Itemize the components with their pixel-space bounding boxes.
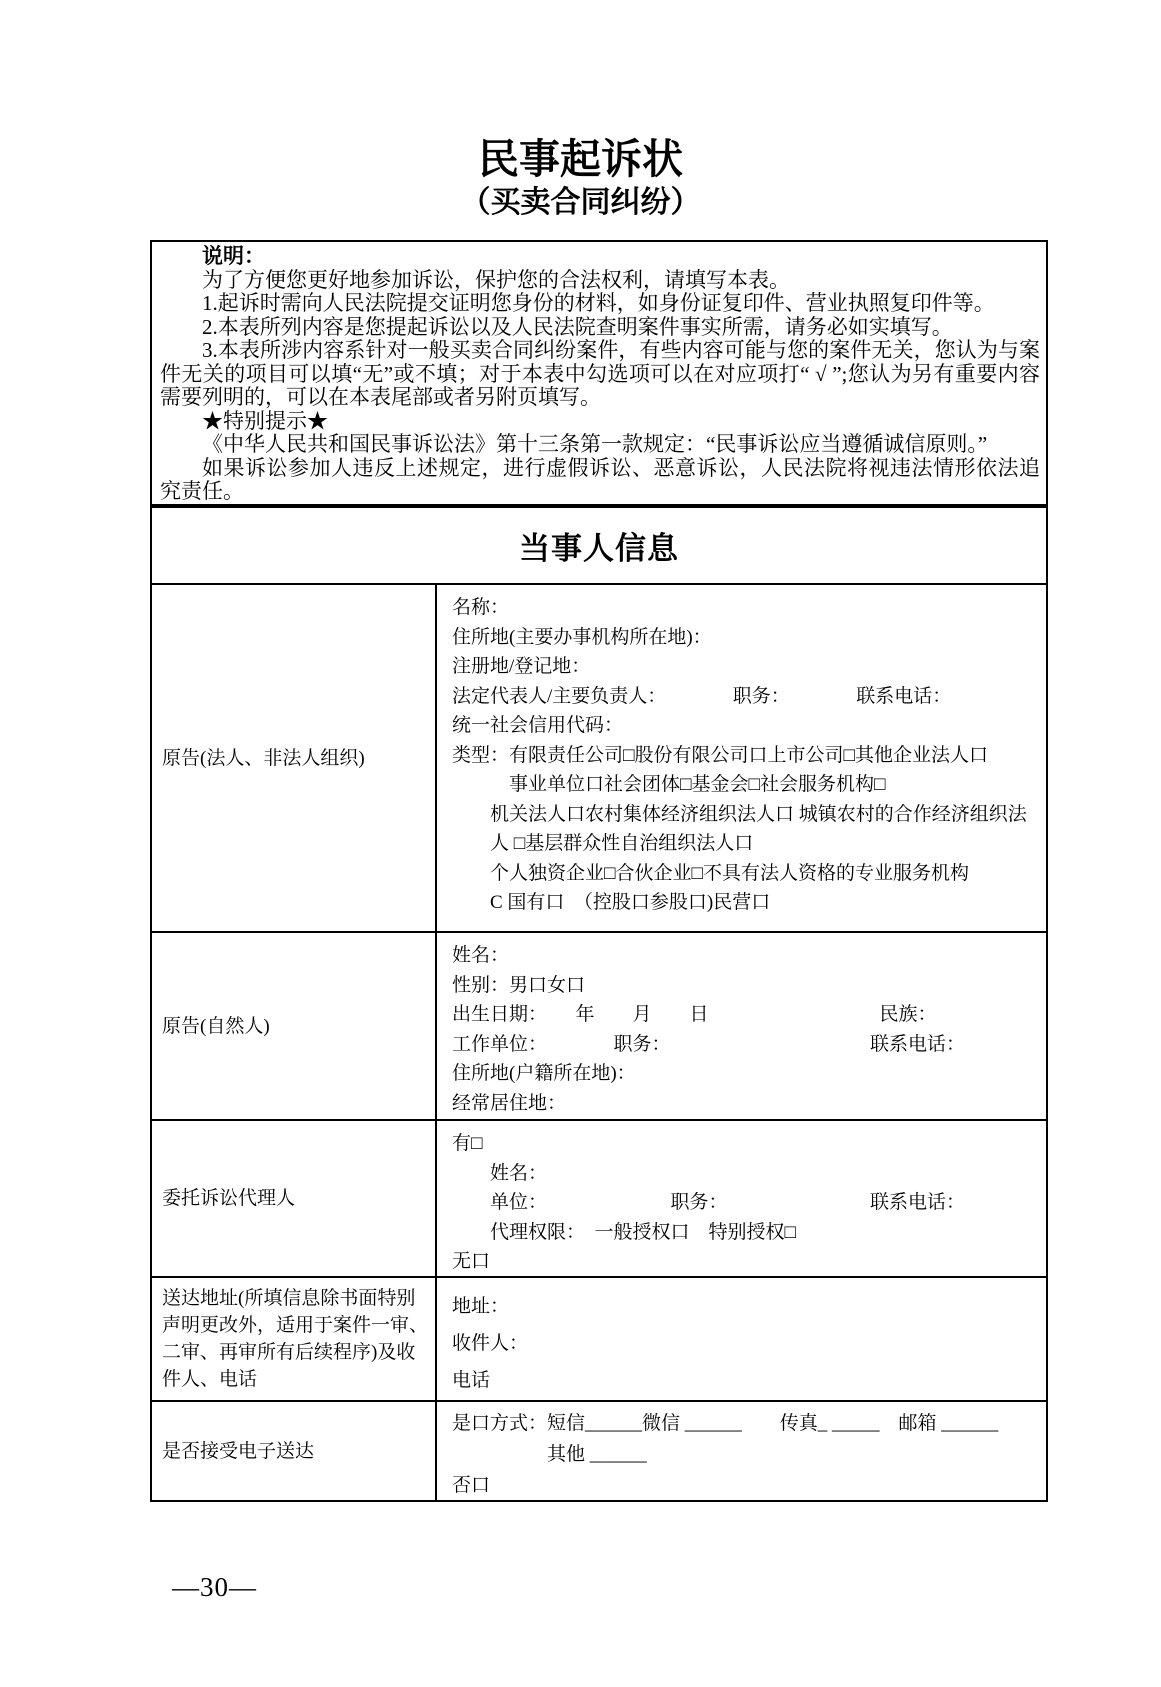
form-line: 法定代表人/主要负责人： 职务： 联系电话：	[452, 685, 952, 707]
page-number: —30—	[172, 1572, 257, 1602]
form-line: 经常居住地：	[452, 1092, 567, 1114]
page-title: 民事起诉状	[478, 136, 683, 182]
row-label-litigation-agent: 委托诉讼代理人	[152, 1121, 437, 1276]
form-line: 住所地(主要办事机构所在地)：	[452, 626, 712, 648]
table-row-plaintiff-organization	[152, 585, 1046, 933]
form-line: 统一社会信用代码：	[452, 715, 624, 736]
form-line: 单位： 职务： 联系电话：	[452, 1192, 966, 1213]
form-line: 是口方式：短信______微信 ______ 传真_ _____ 邮箱 ______	[452, 1413, 999, 1434]
form-line: 机关法人口农村集体经济组织法人口 城镇农村的合作经济组织法	[452, 803, 1027, 825]
form-line: 工作单位： 职务： 联系电话：	[452, 1033, 966, 1055]
row-content-plaintiff-person	[437, 933, 1046, 1119]
table-header-party-info: 当事人信息	[152, 508, 1046, 585]
form-line: 注册地/登记地：	[452, 656, 591, 677]
form-line: 类型：有限责任公司□股份有限公司口上市公司□其他企业法人口	[452, 744, 988, 766]
instruction-paragraph: 2.本表所列内容是您提起诉讼以及人民法院查明案件事实所需，请务必如实填写。	[202, 314, 953, 339]
instruction-paragraph: 《中华人民共和国民事诉讼法》第十三条第一款规定：“民事诉讼应当遵循诚信原则。”	[202, 432, 988, 456]
table-row-service-address	[152, 1278, 1046, 1402]
row-content-electronic-service	[437, 1402, 1046, 1500]
form-line: 住所地(户籍所在地)：	[452, 1063, 636, 1084]
instruction-paragraph: 3.本表所涉内容系针对一般买卖合同纠纷案件，有些内容可能与您的案件无关，您认为与案件无关的项目可以填“无”或不填；对于本表中勾选项可以在对应项打“ √ ”;您认为另有重要内容需要列明的，可以在本表尾部或者另附页填写。	[160, 338, 1040, 409]
form-line: 地址：	[452, 1296, 510, 1317]
form-line: 人 □基层群众性自治组织法人口	[452, 833, 754, 854]
form-line: 姓名：	[452, 1162, 548, 1184]
form-line: 否口	[452, 1475, 491, 1496]
party-info-table	[150, 506, 1048, 1502]
row-label-plaintiff-person: 原告(自然人)	[152, 933, 437, 1119]
instruction-paragraph: 1.起诉时需向人民法院提交证明您身份的材料，如身份证复印件、营业执照复印件等。	[202, 291, 995, 315]
form-line: 姓名：	[452, 945, 510, 966]
row-label-service-address: 送达地址(所填信息除书面特别声明更改外，适用于案件一审、二审、再审所有后续程序)及收件人、电话	[152, 1278, 437, 1400]
form-line: 个人独资企业□合伙企业□不具有法人资格的专业服务机构	[452, 862, 969, 884]
table-row-electronic-service	[152, 1402, 1046, 1500]
page-subtitle: （买卖合同纠纷）	[460, 186, 701, 219]
form-line: 无口	[452, 1251, 491, 1272]
row-content-service-address	[437, 1278, 1046, 1400]
form-line: 电话	[452, 1370, 491, 1391]
instruction-paragraph: 如果诉讼参加人违反上述规定，进行虚假诉讼、恶意诉讼，人民法院将视违法情形依法追究责任。	[160, 455, 1040, 503]
form-line: 代理权限： 一般授权口 特别授权□	[452, 1221, 796, 1243]
row-content-litigation-agent	[437, 1121, 1046, 1276]
table-row-plaintiff-person	[152, 933, 1046, 1121]
row-label-electronic-service: 是否接受电子送达	[152, 1402, 437, 1500]
form-line: C 国有口 （控股口参股口)民营口	[452, 892, 771, 913]
row-label-plaintiff-organization: 原告(法人、非法人组织)	[152, 585, 437, 931]
form-line: 出生日期： 年 月 日 民族：	[452, 1004, 937, 1025]
instruction-special-note: ★特别提示★	[202, 408, 328, 433]
form-line: 有□	[452, 1133, 483, 1154]
instructions-heading: 说明：	[202, 244, 265, 268]
form-line: 性别：男口女口	[452, 974, 586, 996]
instructions-box	[150, 240, 1048, 506]
form-line: 其他 ______	[452, 1444, 647, 1465]
form-line: 事业单位口社会团体□基金会□社会服务机构□	[452, 774, 886, 795]
form-line: 收件人：	[452, 1333, 529, 1354]
instruction-paragraph: 为了方便您更好地参加诉讼，保护您的合法权利，请填写本表。	[202, 267, 790, 292]
form-line: 名称：	[452, 597, 510, 618]
row-content-plaintiff-organization	[437, 585, 1046, 931]
table-row-litigation-agent	[152, 1121, 1046, 1278]
